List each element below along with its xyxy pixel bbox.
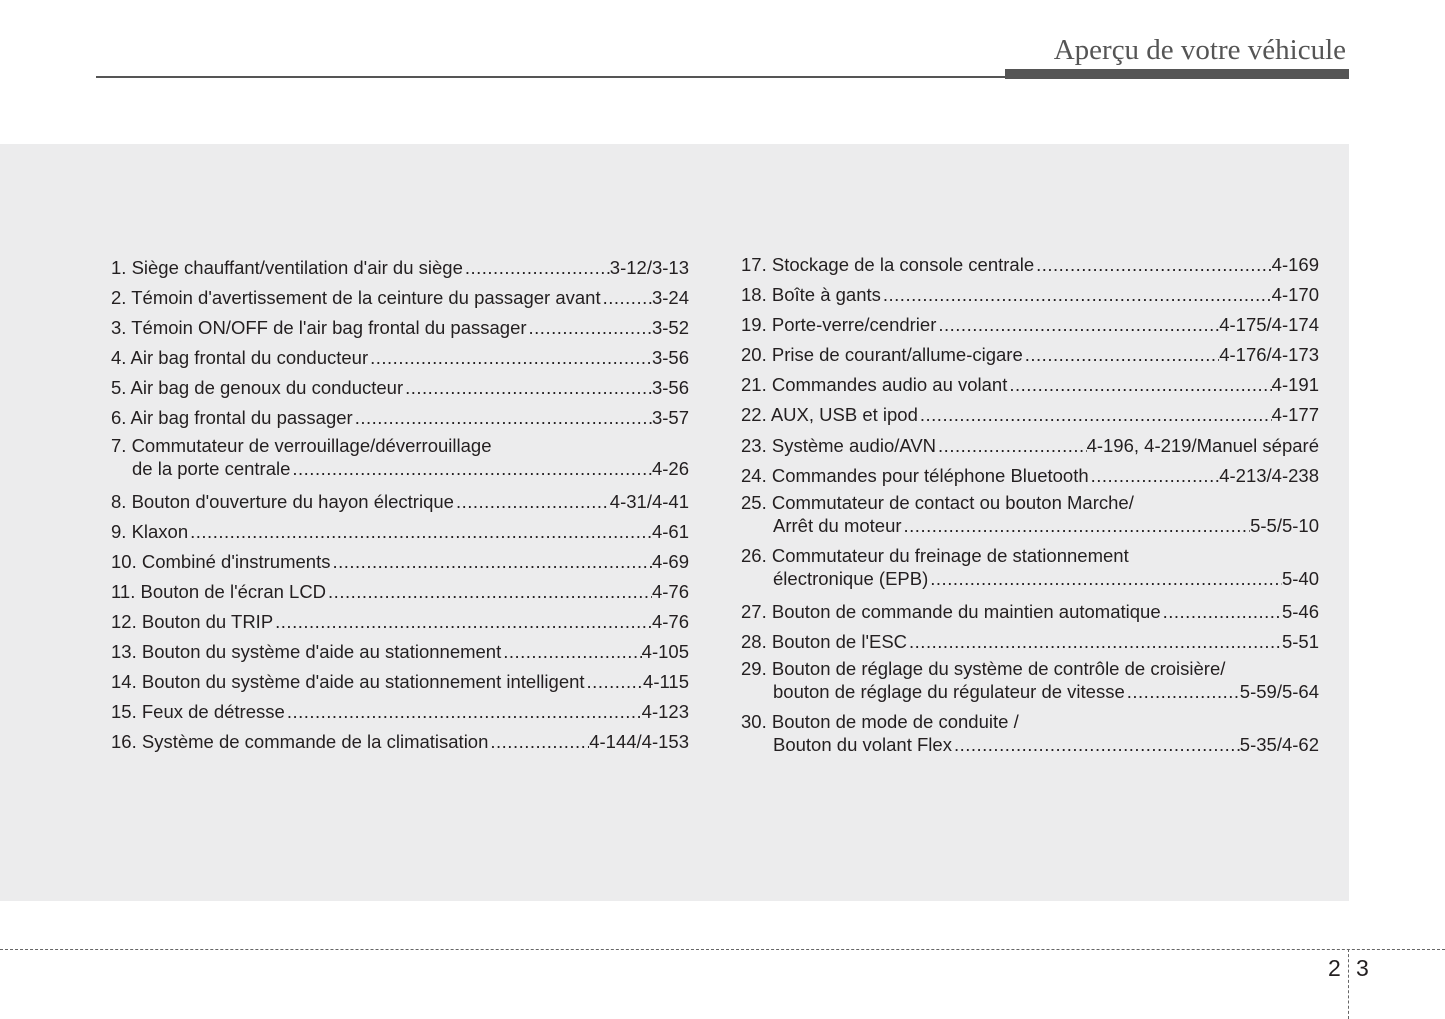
entry-page-ref: 4-196, 4-219/Manuel séparé [1086,434,1319,456]
dot-leader [275,607,652,637]
dot-leader [883,280,1272,310]
entry-page-ref: 4-213/4-238 [1219,464,1319,486]
entry-label: 1. Siège chauffant/ventilation d'air du siège [111,257,463,278]
header-rule-thick [1005,69,1349,79]
entry-label: 29. Bouton de réglage du système de contrôle de croisière/ [741,657,1226,679]
index-entry [741,310,1319,340]
entry-label: 23. Système audio/AVN [741,434,937,456]
index-column-left [111,253,689,757]
section-number: 2 [1328,955,1341,981]
dot-leader [490,727,589,757]
entry-label: 14. Bouton du système d'aide au stationnement intelligent [111,671,585,693]
entry-label: 7. Commutateur de verrouillage/déverrouillage [111,434,492,456]
dot-leader [405,373,652,403]
dot-leader [332,547,651,577]
entry-page-ref: 3-24 [651,287,689,309]
entry-page-ref: 4-31/4-41 [609,490,689,512]
entry-page-ref: 5-46 [1281,600,1319,622]
index-entry [111,547,689,577]
dot-leader [456,487,610,517]
entry-label: 2. Témoin d'avertissement de la ceinture du passager avant [111,287,601,309]
entry-label: 21. Commandes audio au volant [741,374,1008,396]
entry-page-ref: 3-12/3-13 [609,257,689,278]
footer-dashed-divider [1348,949,1349,1019]
index-entry [111,607,689,637]
entry-page-ref: 4-169 [1271,254,1319,275]
entry-page-ref: 5-40 [1281,567,1319,589]
index-entry [111,727,689,757]
entry-label: Arrêt du moteur [773,514,902,536]
dot-leader [1025,340,1219,370]
entry-label: Bouton du volant Flex [773,733,952,755]
index-entry [111,403,689,433]
entry-page-ref: 4-123 [641,701,689,723]
dot-leader [1127,680,1240,703]
entry-page-ref: 5-59/5-64 [1239,680,1319,702]
index-entry [111,517,689,547]
entry-label: 25. Commutateur de contact ou bouton Marche/ [741,491,1134,513]
entry-label: 12. Bouton du TRIP [111,610,274,632]
dot-leader [292,457,652,480]
index-entry [111,343,689,373]
entry-label: 13. Bouton du système d'aide au stationnement [111,641,502,663]
dot-leader [529,313,652,343]
entry-page-ref: 4-26 [651,457,689,479]
entry-label: 4. Air bag frontal du conducteur [111,347,369,369]
index-entry [111,577,689,607]
entry-page-ref: 3-56 [651,347,689,369]
entry-page-ref: 4-175/4-174 [1219,314,1319,336]
entry-label: 6. Air bag frontal du passager [111,407,353,429]
entry-label: 11. Bouton de l'écran LCD [111,580,327,602]
entry-label: 10. Combiné d'instruments [111,550,331,572]
entry-label: 18. Boîte à gants [741,284,881,306]
entry-label: 26. Commutateur du freinage de stationnement [741,544,1129,566]
index-entry [741,657,1319,710]
entry-page-ref: 5-35/4-62 [1239,733,1319,755]
index-entry [741,340,1319,370]
entry-label: 24. Commandes pour téléphone Bluetooth [741,464,1089,486]
index-entry [741,710,1319,763]
entry-page-ref: 3-57 [651,407,689,429]
index-entry [741,491,1319,544]
dot-leader [1036,250,1272,280]
entry-page-ref: 5-51 [1281,630,1319,652]
entry-label: 17. Stockage de la console centrale [741,254,1035,275]
dot-leader [587,667,644,697]
entry-page-ref: 3-52 [651,317,689,339]
dot-leader [954,733,1240,756]
index-entry [111,283,689,313]
index-entry [741,370,1319,400]
dot-leader [603,283,652,313]
index-entry [741,250,1319,280]
dot-leader [328,577,652,607]
dot-leader [1091,461,1220,491]
dot-leader [930,567,1282,590]
index-entry [111,313,689,343]
index-entry [111,487,689,517]
entry-label: électronique (EPB) [773,567,929,589]
header-rule-thin [96,76,1006,78]
dot-leader [938,431,1087,461]
entry-label: 27. Bouton de commande du maintien automatique [741,600,1161,622]
entry-label: 16. Système de commande de la climatisation [111,731,489,753]
dot-leader [1009,370,1271,400]
dot-leader [370,343,652,373]
dot-leader [904,514,1251,537]
entry-label: 8. Bouton d'ouverture du hayon électrique [111,490,454,512]
dot-leader [920,400,1272,430]
entry-page-ref: 4-61 [651,520,689,542]
entry-label: 19. Porte-verre/cendrier [741,314,937,336]
entry-label: 22. AUX, USB et ipod [741,404,918,426]
page-header-title: Aperçu de votre véhicule [1053,34,1346,66]
dot-leader [190,517,652,547]
entry-page-ref: 3-56 [651,377,689,399]
entry-label: 28. Bouton de l'ESC [741,630,908,652]
entry-label: de la porte centrale [132,457,291,479]
entry-label: bouton de réglage du régulateur de vitesse [773,680,1125,702]
entry-label: 20. Prise de courant/allume-cigare [741,344,1023,366]
entry-page-ref: 4-115 [643,671,689,693]
index-entry [741,597,1319,627]
index-entry [741,544,1319,597]
entry-label: 9. Klaxon [111,520,189,542]
entry-page-ref: 4-144/4-153 [589,731,689,753]
entry-page-ref: 4-177 [1271,404,1319,426]
entry-label: 5. Air bag de genoux du conducteur [111,377,404,399]
dot-leader [938,310,1219,340]
index-entry [111,253,689,283]
dot-leader [503,637,641,667]
page-number: 3 [1356,955,1369,981]
entry-label: 3. Témoin ON/OFF de l'air bag frontal du passager [111,317,527,339]
dot-leader [287,697,642,727]
index-entry [741,400,1319,430]
entry-page-ref: 4-170 [1271,284,1319,306]
entry-page-ref: 4-76 [651,580,689,602]
index-entry [741,461,1319,491]
footer-dashed-rule [0,949,1445,950]
entry-page-ref: 5-5/5-10 [1250,514,1319,536]
entry-page-ref: 4-69 [651,550,689,572]
entry-label: 30. Bouton de mode de conduite / [741,710,1019,732]
dot-leader [355,403,652,433]
index-entry [111,373,689,403]
index-entry [111,667,689,697]
index-column-right [741,250,1319,763]
index-entry [741,280,1319,310]
entry-page-ref: 4-176/4-173 [1219,344,1319,366]
entry-page-ref: 4-76 [651,610,689,632]
index-entry [111,434,689,487]
entry-page-ref: 4-105 [641,641,689,663]
index-entry [741,431,1319,461]
entry-label: 15. Feux de détresse [111,701,285,723]
index-entry [741,627,1319,657]
dot-leader [1163,597,1282,627]
dot-leader [465,253,610,283]
index-entry [111,637,689,667]
index-entry [111,697,689,727]
dot-leader [909,627,1282,657]
entry-page-ref: 4-191 [1271,374,1319,396]
